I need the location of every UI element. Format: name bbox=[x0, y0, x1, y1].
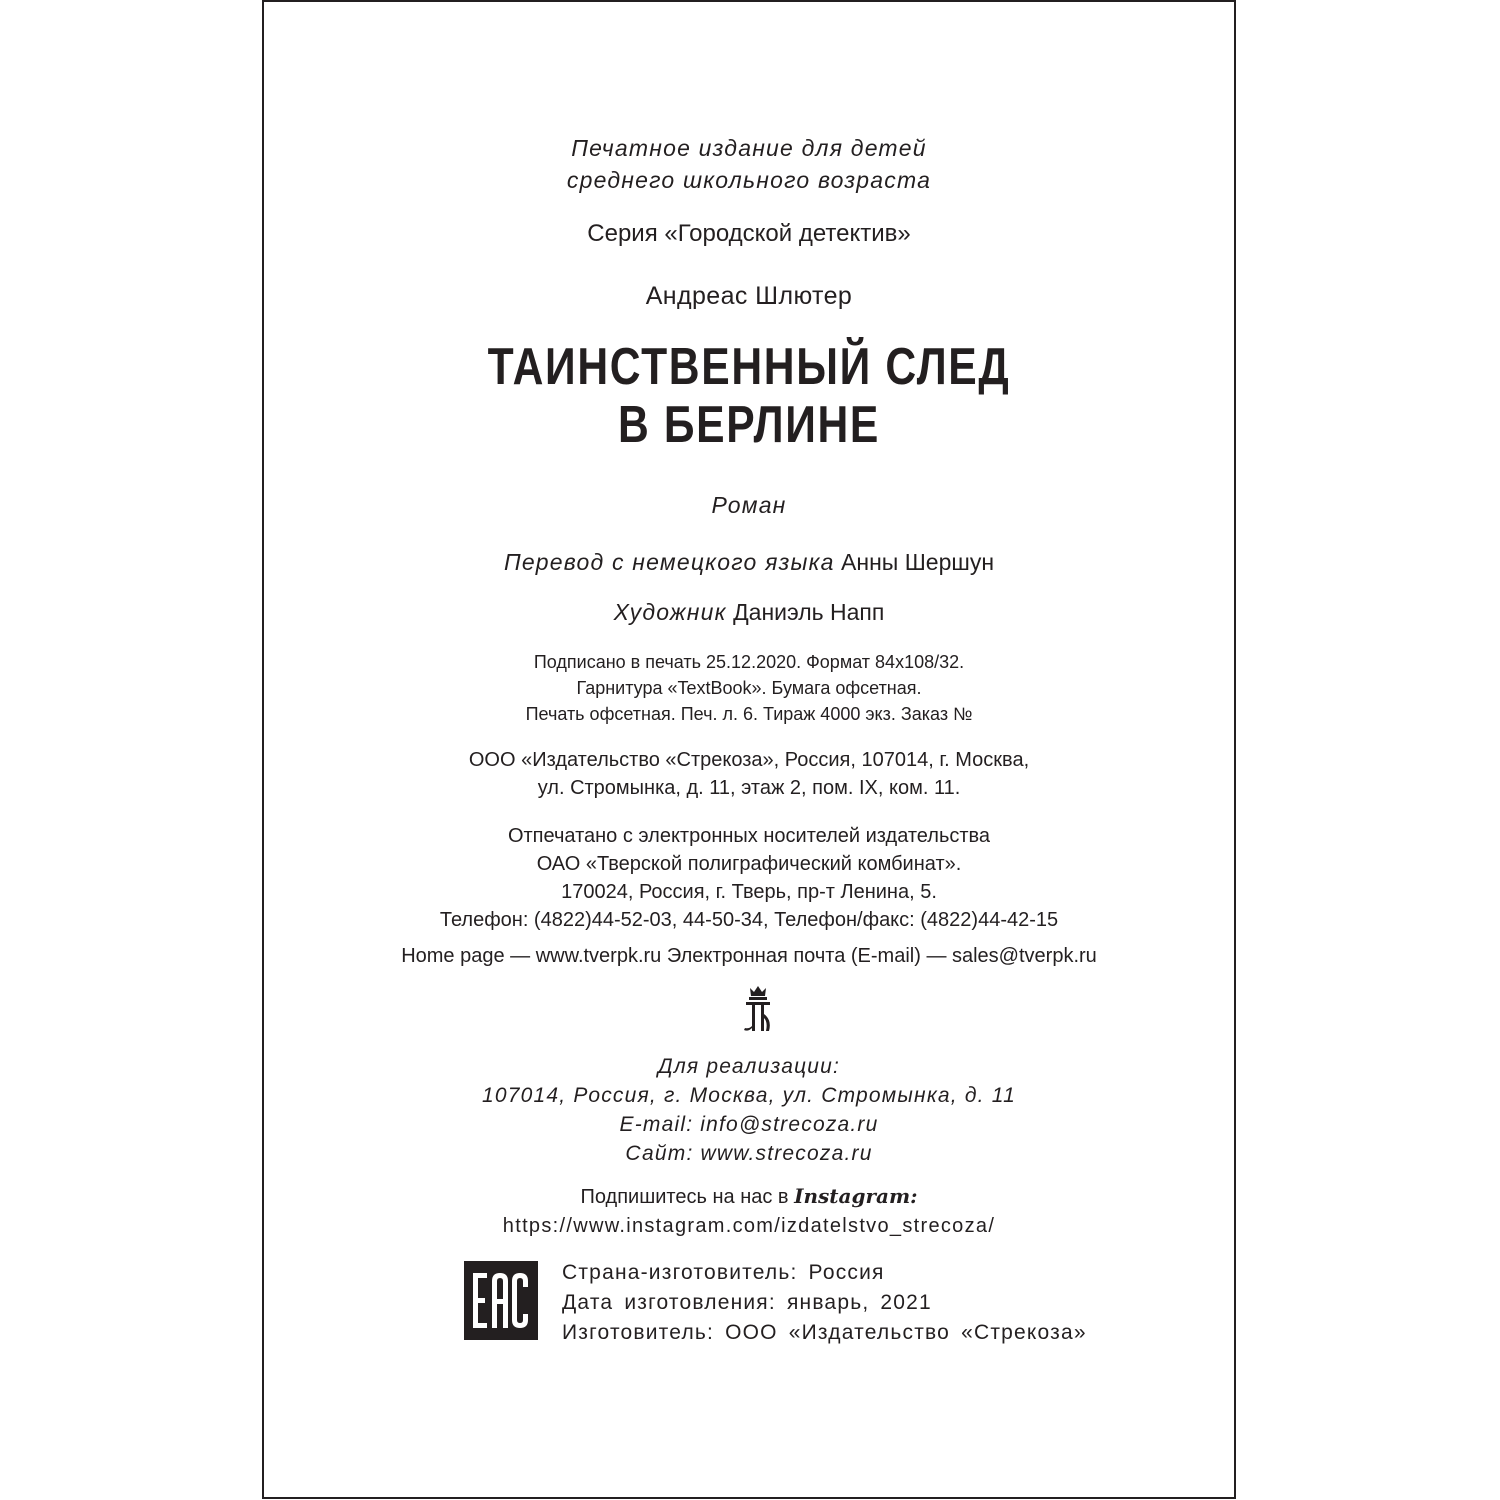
instagram-prefix: Подпишитесь на нас в bbox=[580, 1186, 789, 1208]
manufacturer-line: Дата изготовления: январь, 2021 bbox=[562, 1291, 932, 1314]
book-imprint-page bbox=[262, 0, 1236, 1499]
audience-line-2: среднего школьного возраста bbox=[566, 167, 932, 193]
publisher-line: ул. Стромынка, д. 11, этаж 2, пом. IX, ком. 11. bbox=[537, 777, 961, 799]
artist-label: Художник bbox=[613, 599, 727, 625]
manufacturer-info bbox=[562, 1258, 1087, 1348]
print-info bbox=[264, 649, 1234, 727]
print-info-line: Подписано в печать 25.12.2020. Формат 84х108/32. bbox=[533, 652, 965, 672]
translator-name: Анны Шершун bbox=[841, 549, 995, 575]
publisher-line: ООО «Издательство «Стрекоза», Россия, 107014, г. Москва, bbox=[468, 749, 1030, 771]
book-title bbox=[351, 338, 1146, 454]
print-info-line: Печать офсетная. Печ. л. 6. Тираж 4000 экз. Заказ № bbox=[525, 704, 973, 724]
translation-credit bbox=[264, 546, 1234, 578]
audience-line-1: Печатное издание для детей bbox=[571, 135, 927, 161]
instagram-url[interactable]: https://www.instagram.com/izdatelstvo_strecoza/ bbox=[502, 1215, 996, 1237]
author-name: Андреас Шлютер bbox=[645, 282, 853, 310]
sales-contacts bbox=[264, 1052, 1234, 1168]
print-info-line: Гарнитура «TextBook». Бумага офсетная. bbox=[576, 678, 922, 698]
book-title-line-2: В БЕРЛИНЕ bbox=[617, 396, 881, 454]
manufacturer-line: Изготовитель: ООО «Издательство «Стрекоза» bbox=[562, 1321, 1087, 1344]
instagram-invite bbox=[264, 1182, 1234, 1212]
printer-line: ОАО «Тверской полиграфический комбинат». bbox=[536, 853, 962, 875]
genre: Роман bbox=[711, 492, 787, 518]
sales-line: 107014, Россия, г. Москва, ул. Стромынка, д. 11 bbox=[482, 1084, 1016, 1107]
printer-line: Телефон: (4822)44-52-03, 44-50-34, Телефон/факс: (4822)44-42-15 bbox=[439, 909, 1059, 931]
printer-line: 170024, Россия, г. Тверь, пр-т Ленина, 5. bbox=[561, 881, 937, 903]
sales-line: Сайт: www.strecoza.ru bbox=[625, 1142, 873, 1165]
sales-line: E-mail: info@strecoza.ru bbox=[619, 1113, 879, 1136]
printer-info bbox=[264, 822, 1234, 934]
instagram-section bbox=[264, 1182, 1234, 1241]
translation-label: Перевод с немецкого языка bbox=[503, 549, 835, 575]
series-name: Серия «Городской детектив» bbox=[587, 220, 911, 247]
instagram-brand: Instagram: bbox=[794, 1184, 918, 1208]
eac-mark-icon bbox=[464, 1261, 538, 1340]
printing-house-emblem-icon bbox=[738, 984, 778, 1034]
printer-contacts: Home page — www.tverpk.ru Электронная почта (E-mail) — sales@tverpk.ru bbox=[401, 945, 1097, 967]
artist-name: Даниэль Напп bbox=[733, 599, 885, 625]
book-title-line-1: ТАИНСТВЕННЫЙ СЛЕД bbox=[487, 338, 1011, 396]
artist-credit bbox=[264, 596, 1234, 628]
sales-line: Для реализации: bbox=[657, 1055, 841, 1078]
manufacturer-line: Страна-изготовитель: Россия bbox=[562, 1261, 885, 1284]
printer-line: Отпечатано с электронных носителей издательства bbox=[507, 825, 991, 847]
audience-note bbox=[264, 132, 1234, 196]
publisher-address bbox=[264, 746, 1234, 802]
